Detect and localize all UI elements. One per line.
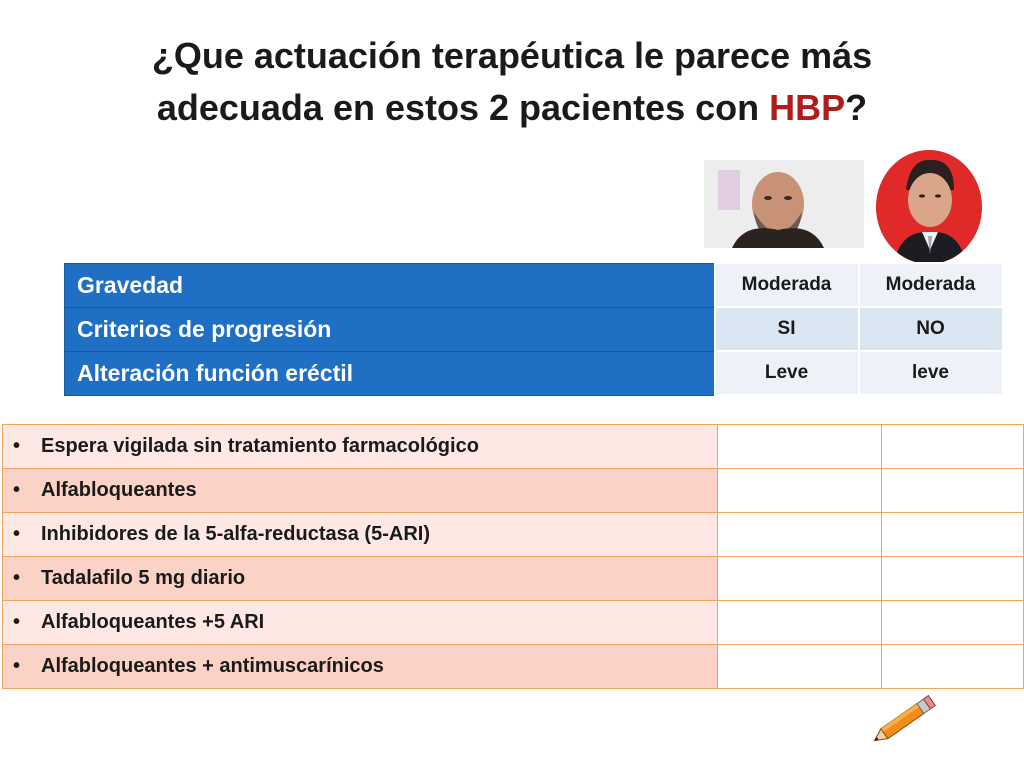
patient-1-portrait-icon	[704, 160, 864, 248]
option-label: Tadalafilo 5 mg diario	[41, 567, 246, 589]
title-highlight-hbp: HBP	[769, 87, 846, 128]
answer-cell-patient-2[interactable]	[882, 469, 1024, 513]
bullet: •	[13, 479, 21, 501]
option-text	[3, 513, 718, 557]
option-text	[3, 601, 718, 645]
answer-cell-patient-1[interactable]	[718, 425, 882, 469]
criteria-value-patient-1: Moderada	[715, 263, 859, 307]
option-text	[3, 557, 718, 601]
answer-cell-patient-2[interactable]	[882, 513, 1024, 557]
answer-cell-patient-1[interactable]	[718, 645, 882, 689]
option-text	[3, 645, 718, 689]
pencil-icon-svg	[868, 692, 940, 748]
pencil-icon	[868, 692, 940, 748]
criteria-value-patient-1: SI	[715, 307, 859, 351]
criteria-label: Gravedad	[65, 263, 715, 307]
option-row	[3, 557, 1024, 601]
criteria-label: Alteración función eréctil	[65, 351, 715, 395]
answer-cell-patient-2[interactable]	[882, 645, 1024, 689]
answer-cell-patient-1[interactable]	[718, 513, 882, 557]
bullet: •	[13, 611, 21, 633]
patient-2-photo	[876, 150, 982, 264]
option-row	[3, 425, 1024, 469]
criteria-table	[64, 262, 1004, 396]
option-text	[3, 469, 718, 513]
option-label: Inhibidores de la 5-alfa-reductasa (5-ARI)	[41, 523, 430, 545]
criteria-value-patient-1: Leve	[715, 351, 859, 395]
criteria-label: Criterios de progresión	[65, 307, 715, 351]
option-text	[3, 425, 718, 469]
option-row	[3, 513, 1024, 557]
title-line-2-suffix: ?	[845, 87, 868, 128]
option-label: Alfabloqueantes + antimuscarínicos	[41, 655, 384, 677]
option-row	[3, 469, 1024, 513]
criteria-value-patient-2: leve	[859, 351, 1003, 395]
patient-1-photo	[704, 160, 864, 248]
criteria-row	[65, 263, 1003, 307]
option-row	[3, 601, 1024, 645]
bullet: •	[13, 655, 21, 677]
bullet: •	[13, 567, 21, 589]
option-label: Espera vigilada sin tratamiento farmacológico	[41, 435, 479, 457]
bullet: •	[13, 523, 21, 545]
option-label: Alfabloqueantes	[41, 479, 197, 501]
criteria-row	[65, 351, 1003, 395]
option-row	[3, 645, 1024, 689]
patient-2-portrait-icon	[876, 150, 982, 264]
answer-cell-patient-1[interactable]	[718, 557, 882, 601]
answer-cell-patient-2[interactable]	[882, 557, 1024, 601]
option-label: Alfabloqueantes +5 ARI	[41, 611, 265, 633]
criteria-value-patient-2: NO	[859, 307, 1003, 351]
answer-cell-patient-1[interactable]	[718, 469, 882, 513]
slide-title	[60, 30, 964, 134]
criteria-row	[65, 307, 1003, 351]
bullet: •	[13, 435, 21, 457]
title-line-1: ¿Que actuación terapéutica le parece más	[151, 35, 873, 76]
title-line-2-prefix: adecuada en estos 2 pacientes con	[156, 87, 770, 128]
answer-cell-patient-2[interactable]	[882, 601, 1024, 645]
answer-cell-patient-1[interactable]	[718, 601, 882, 645]
criteria-value-patient-2: Moderada	[859, 263, 1003, 307]
treatment-options-table	[2, 424, 1024, 689]
answer-cell-patient-2[interactable]	[882, 425, 1024, 469]
